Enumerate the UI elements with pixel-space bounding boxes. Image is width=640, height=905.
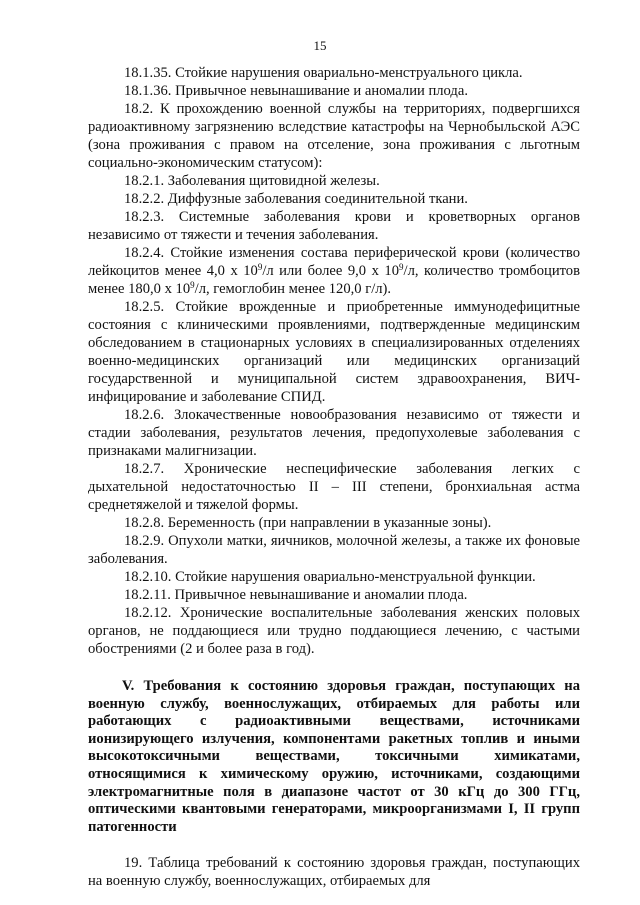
paragraph-18-2-9: 18.2.9. Опухоли матки, яичников, молочной железы, а также их фоновые заболевания.	[88, 533, 580, 567]
page-number: 15	[313, 38, 327, 53]
paragraph-18-2-3: 18.2.3. Системные заболевания крови и кроветворных органов независимо от тяжести и течения заболевания.	[88, 209, 580, 243]
paragraph-18-2-7: 18.2.7. Хронические неспецифические заболевания легких с дыхательной недостаточностью II – III степени, бронхиальная астма среднетяжелой и тяжелой формы.	[88, 461, 580, 513]
paragraph-18-2: 18.2. К прохождению военной службы на территориях, подвергшихся радиоактивному загрязнению вследствие катастрофы на Чернобыльской АЭС (зона проживания с правом на отселение, зона проживания с льготным социально-экономическим статусом):	[88, 101, 580, 171]
paragraph-18-2-12: 18.2.12. Хронические воспалительные заболевания женских половых органов, не поддающиеся или трудно поддающиеся лечению, с частыми обострениями (2 и более раза в год).	[88, 605, 580, 657]
exponent: 9	[190, 280, 195, 290]
paragraph-18-2-11: 18.2.11. Привычное невынашивание и аномалии плода.	[124, 587, 468, 603]
paragraph-19: 19. Таблица требований к состоянию здоровья граждан, поступающих на военную службу, военнослужащих, отбираемых для	[88, 855, 580, 890]
paragraph-18-2-4	[88, 244, 580, 298]
paragraph-18-2-1: 18.2.1. Заболевания щитовидной железы.	[124, 173, 380, 189]
section-v-heading: V. Требования к состоянию здоровья граждан, поступающих на военную службу, военнослужащих, отбираемых для работы или работающих с радиоактивными веществами, источниками ионизирующего излучения, компонентами ракетных топлив и иными высокотоксичными веществами, токсичными химикатами, относящимися к химическому оружию, источниками, создающими электромагнитные поля в диапазоне частот от 30 кГц до 300 ГГц, оптическими квантовыми генераторами, микроорганизмами I, II групп патогенности	[88, 678, 580, 835]
paragraph-18-1-35: 18.1.35. Стойкие нарушения овариально-менструального цикла.	[124, 65, 523, 81]
paragraph-18-1-36: 18.1.36. Привычное невынашивание и аномалии плода.	[124, 83, 468, 99]
blood-text-part4: /л, гемоглобин менее 120,0 г/л).	[194, 281, 392, 297]
blood-text-part1: 18.2.4. Стойкие изменения состава периферической крови (количество лейкоцитов менее 4,0 x 10	[88, 245, 580, 279]
paragraph-18-2-8: 18.2.8. Беременность (при направлении в указанные зоны).	[124, 515, 492, 531]
blood-text-part3: /л, количество тромбоцитов менее 180,0 x 10	[88, 263, 580, 297]
blood-text-part2: /л или более 9,0 x 10	[262, 263, 400, 279]
paragraph-18-2-10: 18.2.10. Стойкие нарушения овариально-менструальной функции.	[124, 569, 536, 585]
document-body	[88, 64, 580, 890]
paragraph-18-2-5: 18.2.5. Стойкие врожденные и приобретенные иммунодефицитные состояния с клиническими проявлениями, подтвержденные медицинским обследованием в стационарных условиях в специализированных отделениях военно-медицинских организаций или медицинских организаций государственной и муниципальной систем здравоохранения, ВИЧ-инфицирование и заболевание СПИД.	[88, 299, 580, 405]
paragraph-18-2-6: 18.2.6. Злокачественные новообразования независимо от тяжести и стадии заболевания, результатов лечения, предопухолевые заболевания с признаками малигнизации.	[88, 407, 580, 459]
exponent: 9	[257, 262, 263, 272]
exponent: 9	[399, 262, 404, 272]
paragraph-18-2-2: 18.2.2. Диффузные заболевания соединительной ткани.	[124, 191, 468, 207]
